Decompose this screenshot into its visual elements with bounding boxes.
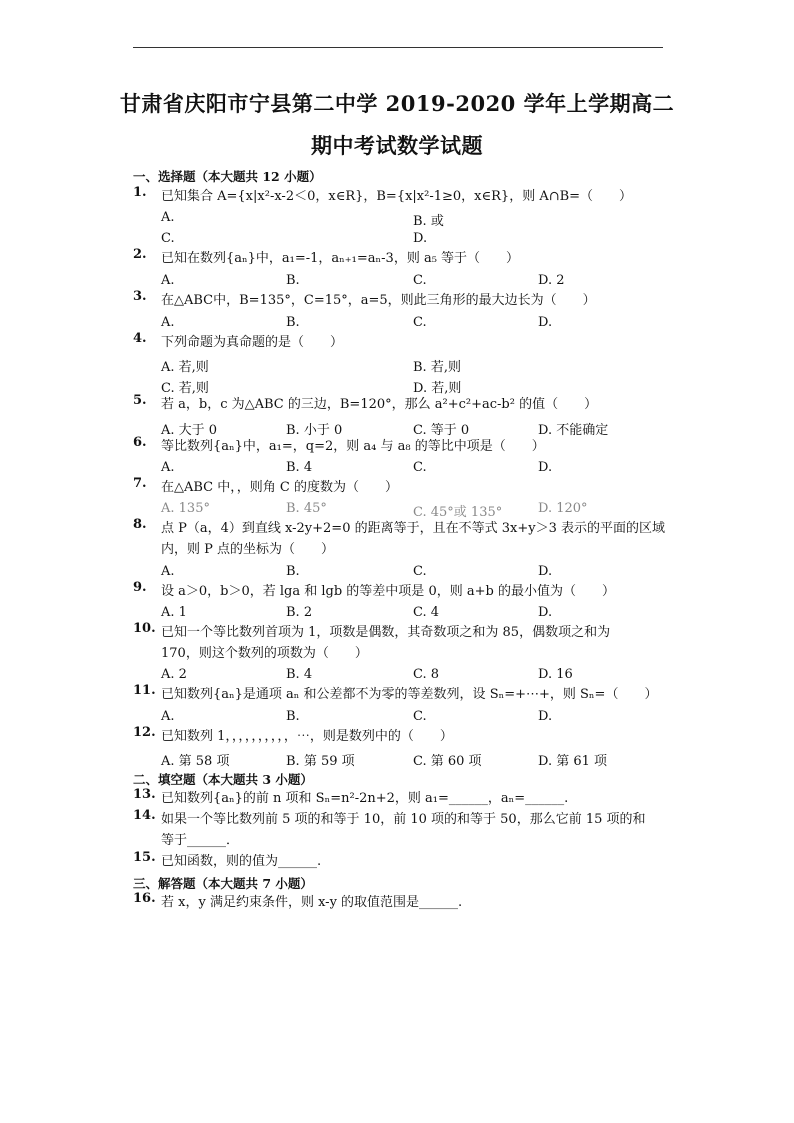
question-text: 如果一个等比数列前 5 项的和等于 10，前 10 项的和等于 50，那么它前 15 项的和 bbox=[161, 812, 646, 827]
question-number: 10. bbox=[133, 621, 156, 636]
option-d: D. bbox=[413, 231, 428, 246]
option-d: D. 第 61 项 bbox=[538, 754, 608, 769]
question-number: 5. bbox=[133, 393, 147, 408]
question-text: 若 a，b，c 为△ABC 的三边，B=120°，那么 a²+c²+ac-b² 的值（ ） bbox=[161, 397, 598, 412]
question-number: 11. bbox=[133, 683, 156, 698]
option-a: A. 1 bbox=[161, 605, 187, 620]
section-heading-fill: 二、填空题（本大题共 3 小题） bbox=[133, 772, 313, 787]
option-c: C. 第 60 项 bbox=[413, 754, 482, 769]
option-c: C. bbox=[413, 315, 427, 330]
question-number: 2. bbox=[133, 247, 147, 262]
section-heading-choice: 一、选择题（本大题共 12 小题） bbox=[133, 169, 322, 184]
option-d: D. 不能确定 bbox=[538, 423, 609, 438]
option-d: D. 16 bbox=[538, 667, 573, 682]
option-b: B. bbox=[286, 564, 300, 579]
option-b: B. bbox=[286, 273, 300, 288]
option-a: A. bbox=[161, 709, 175, 724]
option-a: A. bbox=[161, 460, 175, 475]
option-a: A. bbox=[161, 210, 175, 225]
option-b: B. 小于 0 bbox=[286, 423, 343, 438]
option-c: C. bbox=[161, 231, 175, 246]
question-text: 在△ABC 中，，则角 C 的度数为（ ） bbox=[161, 480, 398, 495]
question-text-cont: 内，则 P 点的坐标为（ ） bbox=[161, 542, 335, 557]
option-b: B. 2 bbox=[286, 605, 313, 620]
header-rule bbox=[133, 47, 663, 48]
section-heading-answer: 三、解答题（本大题共 7 小题） bbox=[133, 876, 313, 891]
question-text-cont: 170，则这个数列的项数为（ ） bbox=[161, 646, 368, 661]
question-text: 已知数列 1，，，，，，，，，，⋯，则是数列中的（ ） bbox=[161, 729, 453, 744]
option-d: D. 若,则 bbox=[413, 381, 462, 396]
question-number: 9. bbox=[133, 580, 147, 595]
question-text: 已知集合 A={x|x²-x-2＜0，x∈R}，B={x|x²-1≥0，x∈R}，则 A∩B=（ ） bbox=[161, 189, 633, 204]
question-text: 已知在数列{aₙ}中，a₁=-1，aₙ₊₁=aₙ-3，则 a₅ 等于（ ） bbox=[161, 251, 520, 266]
option-a: A. 若,则 bbox=[161, 360, 209, 375]
question-text: 已知数列{aₙ}的前 n 项和 Sₙ=n²-2n+2，则 a₁=______，aₙ=______. bbox=[161, 791, 569, 806]
question-text: 若 x，y 满足约束条件，则 x-y 的取值范围是______. bbox=[161, 895, 463, 910]
option-c: C. 若,则 bbox=[161, 381, 209, 396]
question-number: 4. bbox=[133, 331, 147, 346]
option-b: B. 第 59 项 bbox=[286, 754, 355, 769]
question-number: 7. bbox=[133, 476, 147, 491]
option-d: D. 120° bbox=[538, 501, 588, 516]
option-b: B. 45° bbox=[286, 501, 327, 516]
question-text: 等比数列{aₙ}中，a₁=，q=2，则 a₄ 与 a₈ 的等比中项是（ ） bbox=[161, 439, 545, 454]
option-c: C. 8 bbox=[413, 667, 440, 682]
option-d: D. bbox=[538, 460, 553, 475]
question-text-cont: 等于______． bbox=[161, 833, 240, 848]
question-text: 已知一个等比数列首项为 1，项数是偶数，其奇数项之和为 85，偶数项之和为 bbox=[161, 625, 611, 640]
option-b: B. 4 bbox=[286, 460, 313, 475]
question-number: 8. bbox=[133, 517, 147, 532]
question-text: 已知函数，则的值为______. bbox=[161, 854, 322, 869]
option-a: A. 135° bbox=[161, 501, 210, 516]
option-c: C. bbox=[413, 709, 427, 724]
option-c: C. bbox=[413, 564, 427, 579]
option-c: C. 4 bbox=[413, 605, 440, 620]
option-c: C. bbox=[413, 273, 427, 288]
question-number: 6. bbox=[133, 435, 147, 450]
option-a: A. bbox=[161, 273, 175, 288]
page-title-line2: 期中考试数学试题 bbox=[311, 133, 483, 158]
question-number: 12. bbox=[133, 725, 156, 740]
option-d: D. bbox=[538, 605, 553, 620]
question-number: 3. bbox=[133, 289, 147, 304]
option-a: A. 第 58 项 bbox=[161, 754, 230, 769]
option-a: A. 大于 0 bbox=[161, 423, 218, 438]
page-title-line1: 甘肃省庆阳市宁县第二中学 2019-2020 学年上学期高二 bbox=[119, 91, 675, 116]
option-c: C. 等于 0 bbox=[413, 423, 470, 438]
question-text: 设 a＞0，b＞0，若 lga 和 lgb 的等差中项是 0，则 a+b 的最小值为（ ） bbox=[161, 584, 615, 599]
question-number: 1. bbox=[133, 185, 147, 200]
option-c: C. bbox=[413, 460, 427, 475]
option-b: B. 若,则 bbox=[413, 360, 461, 375]
question-text: 在△ABC中，B=135°，C=15°，a=5，则此三角形的最大边长为（ ） bbox=[161, 293, 596, 308]
option-a: A. bbox=[161, 315, 175, 330]
option-b: B. 或 bbox=[413, 214, 444, 229]
option-d: D. 2 bbox=[538, 273, 565, 288]
option-a: A. bbox=[161, 564, 175, 579]
option-d: D. bbox=[538, 709, 553, 724]
question-number: 14. bbox=[133, 808, 156, 823]
option-b: B. bbox=[286, 315, 300, 330]
question-number: 15. bbox=[133, 850, 156, 865]
question-text: 下列命题为真命题的是（ ） bbox=[161, 335, 344, 350]
option-b: B. 4 bbox=[286, 667, 313, 682]
question-number: 16. bbox=[133, 891, 156, 906]
option-d: D. bbox=[538, 315, 553, 330]
question-number: 13. bbox=[133, 787, 156, 802]
option-d: D. bbox=[538, 564, 553, 579]
option-a: A. 2 bbox=[161, 667, 187, 682]
question-text: 已知数列{aₙ}是通项 aₙ 和公差都不为零的等差数列，设 Sₙ=+⋯+，则 Sₙ=（ ） bbox=[161, 687, 658, 702]
option-c: C. 45°或 135° bbox=[413, 505, 503, 520]
option-b: B. bbox=[286, 709, 300, 724]
question-text: 点 P（a，4）到直线 x-2y+2=0 的距离等于，且在不等式 3x+y＞3 表示的平面的区域 bbox=[161, 521, 665, 536]
